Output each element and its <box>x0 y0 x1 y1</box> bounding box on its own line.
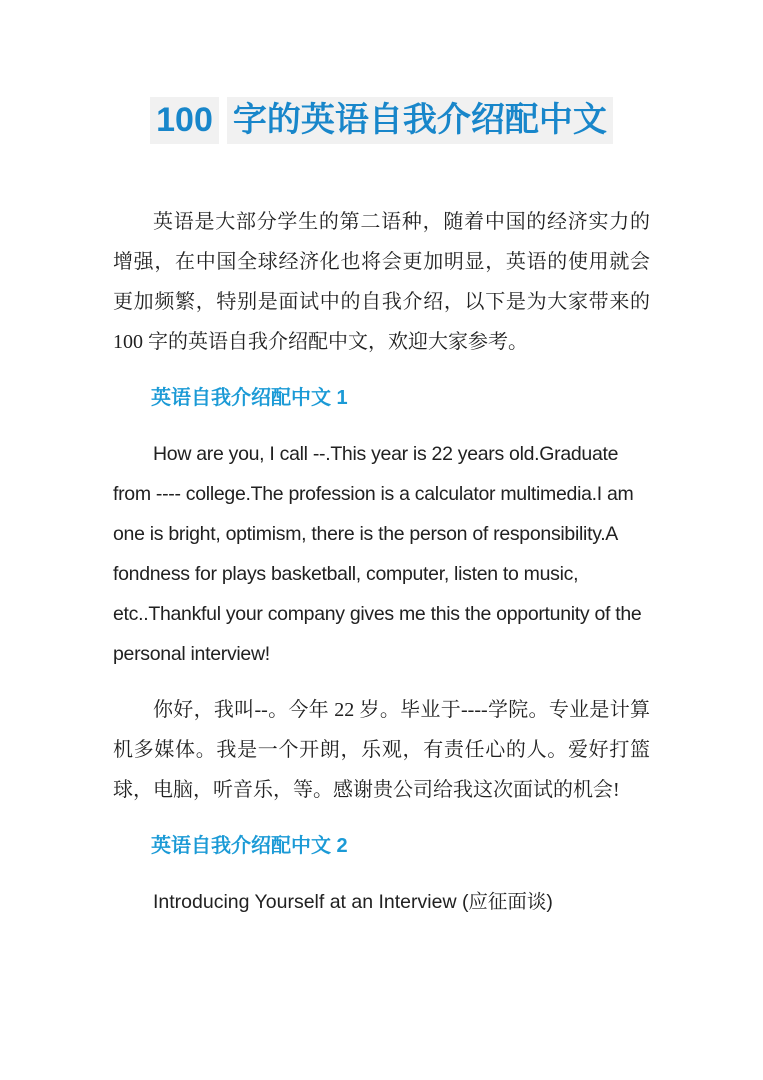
section-1-chinese-paragraph: 你好，我叫--。今年 22 岁。毕业于----学院。专业是计算机多媒体。我是一个开朗，乐观，有责任心的人。爱好打篮球，电脑，听音乐，等。感谢贵公司给我这次面试的机会! <box>113 699 650 801</box>
section-2-heading: 英语自我介绍配中文 2 <box>151 835 348 857</box>
section-1-heading: 英语自我介绍配中文 1 <box>151 387 348 409</box>
section-1-english-paragraph: How are you, I call --.This year is 22 years old.Graduate from ---- college.The profession is a calculator multimedia.I am one is bright, optimism, there is the person of responsibility.A fondness for plays basketball, computer, listen to music, etc..Thankful your company gives me this the opportunity of the personal interview! <box>113 443 642 665</box>
document-title <box>113 96 650 144</box>
title-number-highlight: 100 <box>150 97 219 144</box>
section-2-intro-line: Introducing Yourself at an Interview (应征面谈) <box>153 891 553 913</box>
title-text-highlight: 字的英语自我介绍配中文 <box>227 97 613 144</box>
intro-paragraph: 英语是大部分学生的第二语种，随着中国的经济实力的增强，在中国全球经济化也将会更加明显，英语的使用就会更加频繁，特别是面试中的自我介绍，以下是为大家带来的 100 字的英语自我介绍配中文，欢迎大家参考。 <box>113 211 650 353</box>
